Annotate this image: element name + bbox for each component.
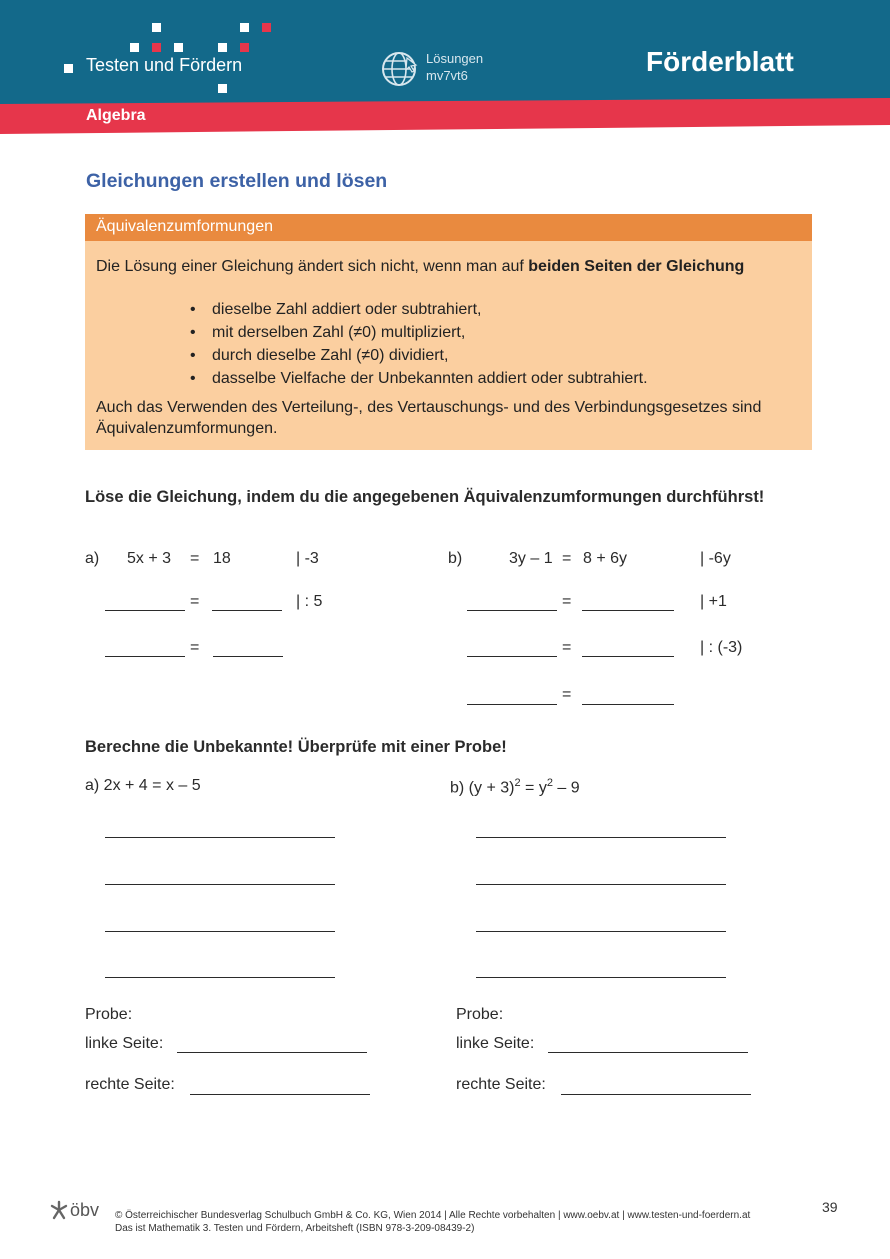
info-box-title: Äquivalenzumformungen (96, 218, 273, 235)
answer-line[interactable] (105, 931, 335, 932)
left-side-label: linke Seite: (85, 1035, 164, 1052)
answer-line[interactable] (105, 656, 185, 657)
solutions-link[interactable] (426, 50, 483, 84)
task1a-op-1: | -3 (296, 550, 319, 567)
left-side-label: linke Seite: (456, 1035, 535, 1052)
list-item: • durch dieselbe Zahl (≠0) dividiert, (190, 344, 648, 367)
task1a-equals: = (190, 593, 200, 610)
task1b-op-1: | -6y (700, 550, 731, 567)
answer-line[interactable] (105, 837, 335, 838)
task1b-op-3: | : (-3) (700, 639, 743, 656)
answer-line[interactable] (213, 656, 283, 657)
task1a-label: a) (85, 550, 100, 567)
brand-name: Testen und Fördern (86, 55, 243, 75)
sheet-title: Förderblatt (646, 46, 794, 77)
answer-line[interactable] (476, 837, 726, 838)
answer-line[interactable] (467, 656, 557, 657)
answer-line[interactable] (105, 977, 335, 978)
task2b-exponent: 2 (514, 777, 521, 789)
intro-text: Die Lösung einer Gleichung ändert sich nicht, wenn man auf (96, 258, 529, 275)
publisher-logo-icon (50, 1200, 68, 1220)
answer-line[interactable] (548, 1052, 748, 1053)
page-title: Gleichungen erstellen und lösen (86, 170, 388, 192)
probe-label: Probe: (456, 1006, 504, 1023)
task1a-left: 5x + 3 (127, 550, 172, 567)
info-box-outro: Auch das Verwenden des Verteilung-, des Vertauschungs- und des Verbindungsgesetzes sind Äquivalenzumformungen. (96, 399, 762, 437)
task1b-right: 8 + 6y (583, 550, 628, 567)
right-side-label: rechte Seite: (456, 1076, 546, 1093)
task1a-equals: = (190, 639, 200, 656)
page-number: 39 (822, 1199, 838, 1215)
footer-copyright: © Österreichischer Bundesverlag Schulbuch GmbH & Co. KG, Wien 2014 | Alle Rechte vorbehalten | www.oebv.at | www.testen-und-foerdern.at (115, 1210, 751, 1221)
answer-line[interactable] (582, 704, 674, 705)
task1b-equals: = (562, 639, 572, 656)
task1b-equals: = (562, 686, 572, 703)
task1b-equals: = (562, 550, 572, 567)
solutions-code: mv7vt6 (426, 68, 468, 83)
answer-line[interactable] (476, 977, 726, 978)
task1b-left: 3y – 1 (509, 550, 553, 567)
answer-line[interactable] (476, 931, 726, 932)
answer-line[interactable] (105, 884, 335, 885)
task2b-part: – 9 (552, 779, 580, 797)
info-box-intro (96, 256, 796, 277)
topic-label: Algebra (86, 107, 146, 124)
task2a-equation: a) 2x + 4 = x – 5 (85, 777, 201, 794)
task2b-exponent: 2 (546, 777, 553, 789)
answer-line[interactable] (190, 1094, 370, 1095)
solutions-label: Lösungen (426, 51, 484, 66)
task1a-right: 18 (213, 550, 231, 567)
answer-line[interactable] (476, 884, 726, 885)
answer-line[interactable] (177, 1052, 367, 1053)
list-item: • dasselbe Vielfache der Unbekannten addiert oder subtrahiert. (190, 367, 648, 390)
right-side-label: rechte Seite: (85, 1076, 175, 1093)
answer-line[interactable] (582, 656, 674, 657)
intro-bold-text: beiden Seiten der Gleichung (528, 258, 745, 275)
task2-instruction: Berechne die Unbekannte! Überprüfe mit einer Probe! (85, 738, 507, 756)
publisher-logo-text: öbv (70, 1200, 100, 1220)
task1b-equals: = (562, 593, 572, 610)
task1b-op-2: | +1 (700, 593, 727, 610)
answer-line[interactable] (467, 610, 557, 611)
probe-label: Probe: (85, 1006, 133, 1023)
answer-line[interactable] (467, 704, 557, 705)
answer-line[interactable] (561, 1094, 751, 1095)
task1a-equals: = (190, 550, 200, 567)
task1b-label: b) (448, 550, 463, 567)
task1a-op-2: | : 5 (296, 593, 323, 610)
list-item: • dieselbe Zahl addiert oder subtrahiert, (190, 298, 648, 321)
list-item: • mit derselben Zahl (≠0) multipliziert, (190, 321, 648, 344)
footer-book: Das ist Mathematik 3. Testen und Fördern, Arbeitsheft (ISBN 978-3-209-08439-2) (115, 1223, 475, 1234)
rule-list (190, 298, 648, 390)
answer-line[interactable] (105, 610, 185, 611)
task2b-equation (450, 777, 580, 797)
answer-line[interactable] (212, 610, 282, 611)
globe-link-icon[interactable] (381, 50, 419, 88)
task1-instruction: Löse die Gleichung, indem du die angegebenen Äquivalenzumformungen durchführst! (85, 488, 765, 506)
task2b-part: b) (y + 3) (450, 779, 515, 797)
answer-line[interactable] (582, 610, 674, 611)
task2b-part: = y (520, 779, 547, 797)
